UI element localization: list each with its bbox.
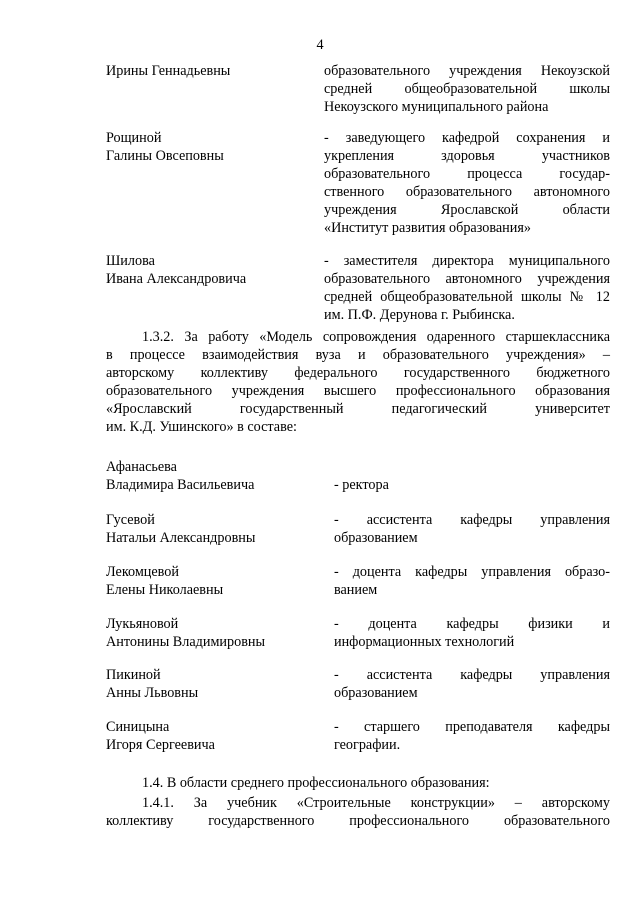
entry-name-line: Елены Николаевны <box>106 582 224 598</box>
paragraph-line: 1.3.2. За работу «Модель сопровождения одаренного старшеклассника <box>142 329 610 345</box>
paragraph-1-3-2 <box>106 328 610 436</box>
entry-role-line: образовательного процесса государ- <box>324 166 610 182</box>
entry-role-line: - заведующего кафедрой сохранения и <box>324 130 610 146</box>
entry-role-line: - ректора <box>334 477 389 493</box>
entry-name-line: Лекомцевой <box>106 564 179 580</box>
entry-role-line: им. П.Ф. Дерунова г. Рыбинска. <box>324 307 515 323</box>
paragraph-1-4-1 <box>106 794 610 830</box>
entry-role-line: образовательного учреждения Некоузской <box>324 63 610 79</box>
section-1-4-heading <box>106 774 610 792</box>
entry-role-line: - ассистента кафедры управления <box>334 512 610 528</box>
entry-name-line: Антонины Владимировны <box>106 634 266 650</box>
entry-name-line: Синицына <box>106 719 170 735</box>
entry-role-line: «Институт развития образования» <box>324 220 531 236</box>
page-number: 4 <box>316 37 324 53</box>
entry-role-line: - доцента кафедры физики и <box>334 616 610 632</box>
entry-name-line: Афанасьева <box>106 459 177 475</box>
entry-role-line: ванием <box>334 582 378 598</box>
entry-role-line: образованием <box>334 685 418 701</box>
entry-role-line: средней общеобразовательной школы <box>324 81 610 97</box>
entry-name-line: Анны Львовны <box>106 685 199 701</box>
section-heading-line: 1.4. В области среднего профессионального образования: <box>142 775 490 791</box>
entry-role-line <box>334 458 610 476</box>
entry-name-line: Лукьяновой <box>106 616 179 632</box>
entry-role-line: укрепления здоровья участников <box>324 148 610 164</box>
paragraph-line: «Ярославский государственный педагогический университет <box>106 401 610 417</box>
entry-role-line: - доцента кафедры управления образо- <box>334 564 610 580</box>
entry-name-line: Гусевой <box>106 512 155 528</box>
paragraph-line: авторскому коллективу федерального государственного бюджетного <box>106 365 610 381</box>
entry-role-line: - ассистента кафедры управления <box>334 667 610 683</box>
entry-role-line: учреждения Ярославской области <box>324 202 610 218</box>
entry-role-line: Некоузского муниципального района <box>324 99 549 115</box>
paragraph-line: образовательного учреждения высшего профессионального образования <box>106 383 610 399</box>
entry-role-line: ственного образовательного автономного <box>324 184 610 200</box>
entry-name-line: Шилова <box>106 253 155 269</box>
entry-name-line: Пикиной <box>106 667 161 683</box>
entry-name-line: Рощиной <box>106 130 162 146</box>
paragraph-line: коллективу государственного профессионального образовательного <box>106 813 610 829</box>
entry-role-line: географии. <box>334 737 401 753</box>
entry-role-line: средней общеобразовательной школы № 12 <box>324 289 610 305</box>
entry-name-line: Галины Овсеповны <box>106 148 224 164</box>
entry-name-line: Ивана Александровича <box>106 271 247 287</box>
entry-name-line: Игоря Сергеевича <box>106 737 215 753</box>
entry-role-line: - заместителя директора муниципального <box>324 253 610 269</box>
entry-name-line: Натальи Александровны <box>106 530 256 546</box>
entry-role-line: - старшего преподавателя кафедры <box>334 719 610 735</box>
paragraph-line: им. К.Д. Ушинского» в составе: <box>106 419 297 435</box>
entry-name-line: Владимира Васильевича <box>106 477 255 493</box>
entry-role-line: образовательного автономного учреждения <box>324 271 610 287</box>
entry-role-line: образованием <box>334 530 418 546</box>
entry-name-line: Ирины Геннадьевны <box>106 63 231 79</box>
paragraph-line: 1.4.1. За учебник «Строительные конструкции» – авторскому <box>142 795 610 811</box>
paragraph-line: в процессе взаимодействия вуза и образовательного учреждения» – <box>106 347 610 363</box>
entry-role-line: информационных технологий <box>334 634 515 650</box>
